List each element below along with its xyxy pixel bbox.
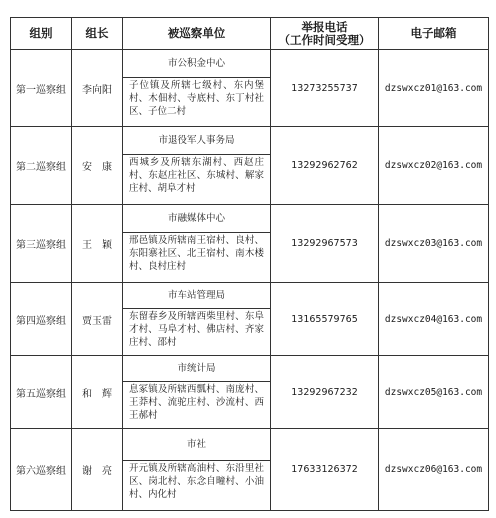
unit-scope: 西城乡及所辖东湖村、西赵庄村、东赵庄社区、东城村、解家庄村、胡阜才村 [129, 157, 264, 194]
unit-cell [123, 283, 271, 356]
unit-cell [123, 429, 271, 511]
header-phone-line2: （工作时间受理） [278, 32, 371, 47]
email-cell: dzswxcz04@163.com [379, 283, 489, 356]
leader-cell: 安 康 [72, 127, 123, 205]
unit-name: 市退役军人事务局 [123, 127, 270, 155]
unit-cell [123, 356, 271, 429]
header-leader: 组长 [72, 18, 123, 50]
phone-cell: 17633126372 [271, 429, 379, 511]
unit-scope: 东留春乡及所辖西柴里村、东阜才村、马阜才村、佛店村、齐家庄村、邵村 [129, 311, 264, 348]
header-phone-line1: 举报电话 [301, 19, 348, 34]
group-cell: 第六巡察组 [11, 429, 72, 511]
header-unit: 被巡察单位 [123, 18, 271, 50]
unit-cell [123, 127, 271, 205]
table-row [11, 356, 489, 429]
phone-cell: 13165579765 [271, 283, 379, 356]
unit-name: 市社 [123, 429, 270, 461]
group-cell: 第三巡察组 [11, 205, 72, 283]
group-cell: 第一巡察组 [11, 50, 72, 127]
unit-scope: 开元镇及所辖高油村、东沿里社区、岗北村、东念自疃村、小油村、内化村 [129, 463, 264, 500]
leader-cell: 谢 亮 [72, 429, 123, 511]
unit-cell [123, 50, 271, 127]
phone-cell: 13292962762 [271, 127, 379, 205]
email-cell: dzswxcz01@163.com [379, 50, 489, 127]
table-row [11, 127, 489, 205]
table-row [11, 283, 489, 356]
email-cell: dzswxcz06@163.com [379, 429, 489, 511]
leader-cell: 贾玉雷 [72, 283, 123, 356]
group-cell: 第五巡察组 [11, 356, 72, 429]
email-cell: dzswxcz05@163.com [379, 356, 489, 429]
leader-cell: 和 辉 [72, 356, 123, 429]
header-email: 电子邮箱 [379, 18, 489, 50]
unit-name: 市统计局 [123, 356, 270, 382]
header-group: 组别 [11, 18, 72, 50]
unit-cell [123, 205, 271, 283]
unit-scope: 息冢镇及所辖西瓢村、南庞村、王莽村、流驼庄村、沙流村、西王郝村 [129, 384, 264, 421]
inspection-contact-table [10, 17, 489, 511]
table-row [11, 429, 489, 511]
unit-name: 市公积金中心 [123, 50, 270, 78]
table-row [11, 205, 489, 283]
email-cell: dzswxcz03@163.com [379, 205, 489, 283]
leader-cell: 王 颖 [72, 205, 123, 283]
unit-scope: 邢邑镇及所辖南王宿村、良村、东阳寨社区、北王宿村、南木楼村、良村庄村 [129, 235, 264, 272]
group-cell: 第四巡察组 [11, 283, 72, 356]
unit-name: 市融媒体中心 [123, 205, 270, 233]
header-row [11, 18, 489, 50]
email-cell: dzswxcz02@163.com [379, 127, 489, 205]
phone-cell: 13273255737 [271, 50, 379, 127]
phone-cell: 13292967573 [271, 205, 379, 283]
unit-scope: 子位镇及所辖七级村、东内堡村、木佃村、寺底村、东丁村社区、子位二村 [129, 80, 264, 117]
header-phone [271, 18, 379, 50]
phone-cell: 13292967232 [271, 356, 379, 429]
group-cell: 第二巡察组 [11, 127, 72, 205]
table-row [11, 50, 489, 127]
unit-name: 市车站管理局 [123, 283, 270, 309]
leader-cell: 李向阳 [72, 50, 123, 127]
